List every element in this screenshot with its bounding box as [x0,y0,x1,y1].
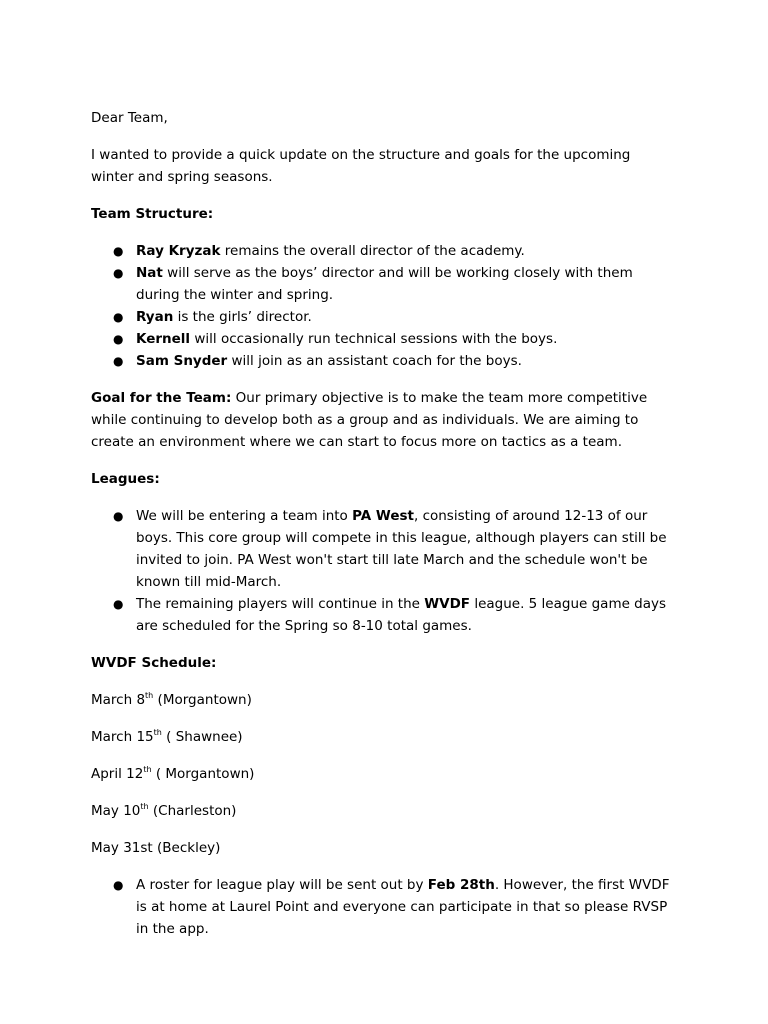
goal-label: Goal for the Team: [91,390,232,406]
bullet-icon: ● [113,354,124,368]
list-item: ● We will be entering a team into PA West, consisting of around 12-13 of our boys. This core group will compete in this league, although players can still be invited to join. PA West won't start till late March and the schedule won't be known till mid-March. [91,505,671,593]
leagues-list [91,505,671,637]
staff-name: Ray Kryzak [136,243,221,259]
bullet-icon: ● [113,332,124,346]
schedule-date: April 12th ( Morgantown) [91,765,255,782]
list-item: ● Ray Kryzak remains the overall director of the academy. [91,240,671,262]
goal-paragraph: Goal for the Team: Our primary objective is to make the team more competitive while continuing to develop both as a group and as individuals. We are aiming to create an environment where we can start to focus more on tactics as a team. [91,390,648,450]
bullet-icon: ● [113,509,124,523]
bullet-icon: ● [113,878,124,892]
staff-name: Sam Snyder [136,353,228,369]
bullet-icon: ● [113,244,124,258]
staff-name: Nat [136,265,163,281]
schedule-heading: WVDF Schedule: [91,655,217,671]
salutation: Dear Team, [91,110,168,126]
bullet-icon: ● [113,310,124,324]
bullet-icon: ● [113,266,124,280]
schedule-date: May 31st (Beckley) [91,840,221,856]
leagues-heading: Leagues: [91,471,160,487]
list-item: ● The remaining players will continue in the WVDF league. 5 league game days are scheduled for the Spring so 8-10 total games. [91,593,671,637]
list-item: ● A roster for league play will be sent out by Feb 28th. However, the first WVDF is at home at Laurel Point and everyone can participate in that so please RVSP in the app. [91,874,671,940]
staff-name: Ryan [136,309,174,325]
team-structure-heading: Team Structure: [91,206,214,222]
schedule-date: May 10th (Charleston) [91,802,237,819]
schedule-date: March 8th (Morgantown) [91,691,252,708]
staff-name: Kernell [136,331,191,347]
schedule-date: March 15th ( Shawnee) [91,728,243,745]
list-item: ● Kernell will occasionally run technical sessions with the boys. [91,328,671,350]
letter-body [91,107,671,955]
list-item: ● Sam Snyder will join as an assistant coach for the boys. [91,350,671,372]
list-item: ● Nat will serve as the boys’ director and will be working closely with them during the winter and spring. [91,262,671,306]
intro-paragraph: I wanted to provide a quick update on the structure and goals for the upcoming winter and spring seasons. [91,147,631,185]
list-item: ● Ryan is the girls’ director. [91,306,671,328]
roster-list [91,874,671,940]
team-structure-list [91,240,671,372]
bullet-icon: ● [113,597,124,611]
